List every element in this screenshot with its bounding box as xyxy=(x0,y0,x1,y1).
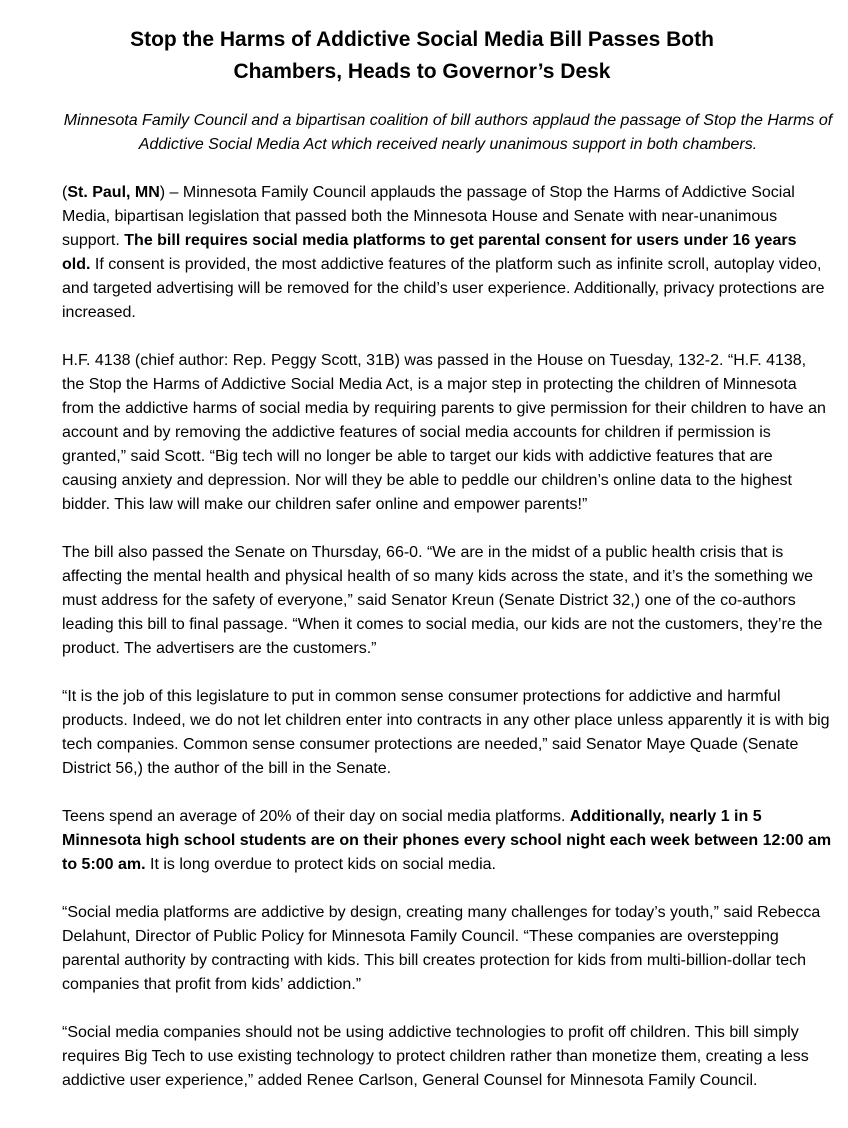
text-run: support. xyxy=(62,232,125,249)
paragraph-line: products. Indeed, we do not let children enter into contracts in any other place unless apparently it is with big xyxy=(62,712,830,729)
paragraph-line xyxy=(62,229,834,253)
paragraph-line: parental authority by contracting with kids. This bill creates protection for kids from multi-billion-dollar tech xyxy=(62,952,807,969)
paragraph-line xyxy=(62,829,834,853)
paragraph-intro xyxy=(62,181,834,325)
text-run: ) – Minnesota Family Council applauds the passage of Stop the Harms of Addictive Social xyxy=(159,184,795,201)
subtitle xyxy=(48,109,848,157)
text-run: It is long overdue to protect kids on social media. xyxy=(145,856,496,873)
paragraph-line: leading this bill to final passage. “When it comes to social media, our kids are not the customers, they’re the xyxy=(62,616,823,633)
paragraph-line: increased. xyxy=(62,304,136,321)
paragraph-line: product. The advertisers are the customers.” xyxy=(62,640,377,657)
paragraph-line: Delahunt, Director of Public Policy for Minnesota Family Council. “These companies are overstepping xyxy=(62,928,779,945)
paragraph-line: companies that profit from kids’ addiction.” xyxy=(62,976,362,993)
paragraph-teen-stats xyxy=(62,805,834,877)
paragraph-house-vote xyxy=(62,349,834,517)
paragraph-line: District 56,) the author of the bill in the Senate. xyxy=(62,760,392,777)
paragraph-line: H.F. 4138 (chief author: Rep. Peggy Scott, 31B) was passed in the House on Tuesday, 132-2. “H.F. 4138, xyxy=(62,352,807,369)
subtitle-line-2: Addictive Social Media Act which received nearly unanimous support in both chambers. xyxy=(138,136,758,153)
title-line-1: Stop the Harms of Addictive Social Media Bill Passes Both xyxy=(130,28,714,51)
paragraph-line: “Social media platforms are addictive by design, creating many challenges for today’s youth,” said Rebecca xyxy=(62,904,821,921)
paragraph-line: the Stop the Harms of Addictive Social Media Act, is a major step in protecting the children of Minnesota xyxy=(62,376,797,393)
bold-run: Additionally, nearly 1 in 5 xyxy=(569,808,762,825)
paragraph-senate-vote xyxy=(62,541,834,661)
paragraph-line xyxy=(62,805,834,829)
paragraph-line: account and by removing the addictive features of social media accounts for children if permission is xyxy=(62,424,771,441)
paragraph-line: granted,” said Scott. “Big tech will no longer be able to target our kids with addictive features that are xyxy=(62,448,773,465)
title-line-2: Chambers, Heads to Governor’s Desk xyxy=(233,60,611,83)
dateline-location: St. Paul, MN xyxy=(67,184,160,201)
paragraph-line: “Social media companies should not be using addictive technologies to profit off children. This bill simply xyxy=(62,1024,799,1041)
page-title xyxy=(48,24,796,88)
bold-run: The bill requires social media platforms to get parental consent for users under 16 years xyxy=(124,232,797,249)
paragraph-line: tech companies. Common sense consumer protections are needed,” said Senator Maye Quade (Senate xyxy=(62,736,799,753)
paragraph-delahunt-quote xyxy=(62,901,834,997)
paragraph-line: requires Big Tech to use existing technology to protect children rather than monetize them, creating a less xyxy=(62,1048,809,1065)
paragraph-line: affecting the mental health and physical health of so many kids across the state, and it’s the something we xyxy=(62,568,813,585)
text-run: Teens spend an average of 20% of their day on social media platforms. xyxy=(62,808,570,825)
paragraph-line: causing anxiety and depression. Nor will they be able to peddle our children’s online data to the highest xyxy=(62,472,792,489)
paragraph-carlson-quote xyxy=(62,1021,834,1093)
paragraph-line: “It is the job of this legislature to put in common sense consumer protections for addictive and harmful xyxy=(62,688,781,705)
paragraph-line: bidder. This law will make our children safer online and empower parents!” xyxy=(62,496,588,513)
bold-run: to 5:00 am. xyxy=(62,856,146,873)
paragraph-line xyxy=(62,253,834,277)
subtitle-line-1: Minnesota Family Council and a bipartisan coalition of bill authors applaud the passage of Stop the Harms of xyxy=(63,112,833,129)
paragraph-line xyxy=(62,181,834,205)
paragraph-quade-quote xyxy=(62,685,834,781)
text-run: If consent is provided, the most addictive features of the platform such as infinite scroll, autoplay video, xyxy=(90,256,822,273)
paragraph-line: Media, bipartisan legislation that passed both the Minnesota House and Senate with near-unanimous xyxy=(62,208,778,225)
paragraph-line: from the addictive harms of social media by requiring parents to give permission for their children to have an xyxy=(62,400,826,417)
paragraph-line: addictive user experience,” added Renee Carlson, General Counsel for Minnesota Family Council. xyxy=(62,1072,758,1089)
paragraph-line: The bill also passed the Senate on Thursday, 66-0. “We are in the midst of a public health crisis that is xyxy=(62,544,784,561)
paragraph-line: and targeted advertising will be removed for the child’s user experience. Additionally, privacy protections are xyxy=(62,280,825,297)
paragraph-line xyxy=(62,853,834,877)
bold-run: old. xyxy=(62,256,91,273)
bold-run: Minnesota high school students are on their phones every school night each week between 12:00 am xyxy=(62,832,832,849)
paragraph-line: must address for the safety of everyone,” said Senator Kreun (Senate District 32,) one of the co-authors xyxy=(62,592,796,609)
open-paren: ( xyxy=(62,184,68,201)
